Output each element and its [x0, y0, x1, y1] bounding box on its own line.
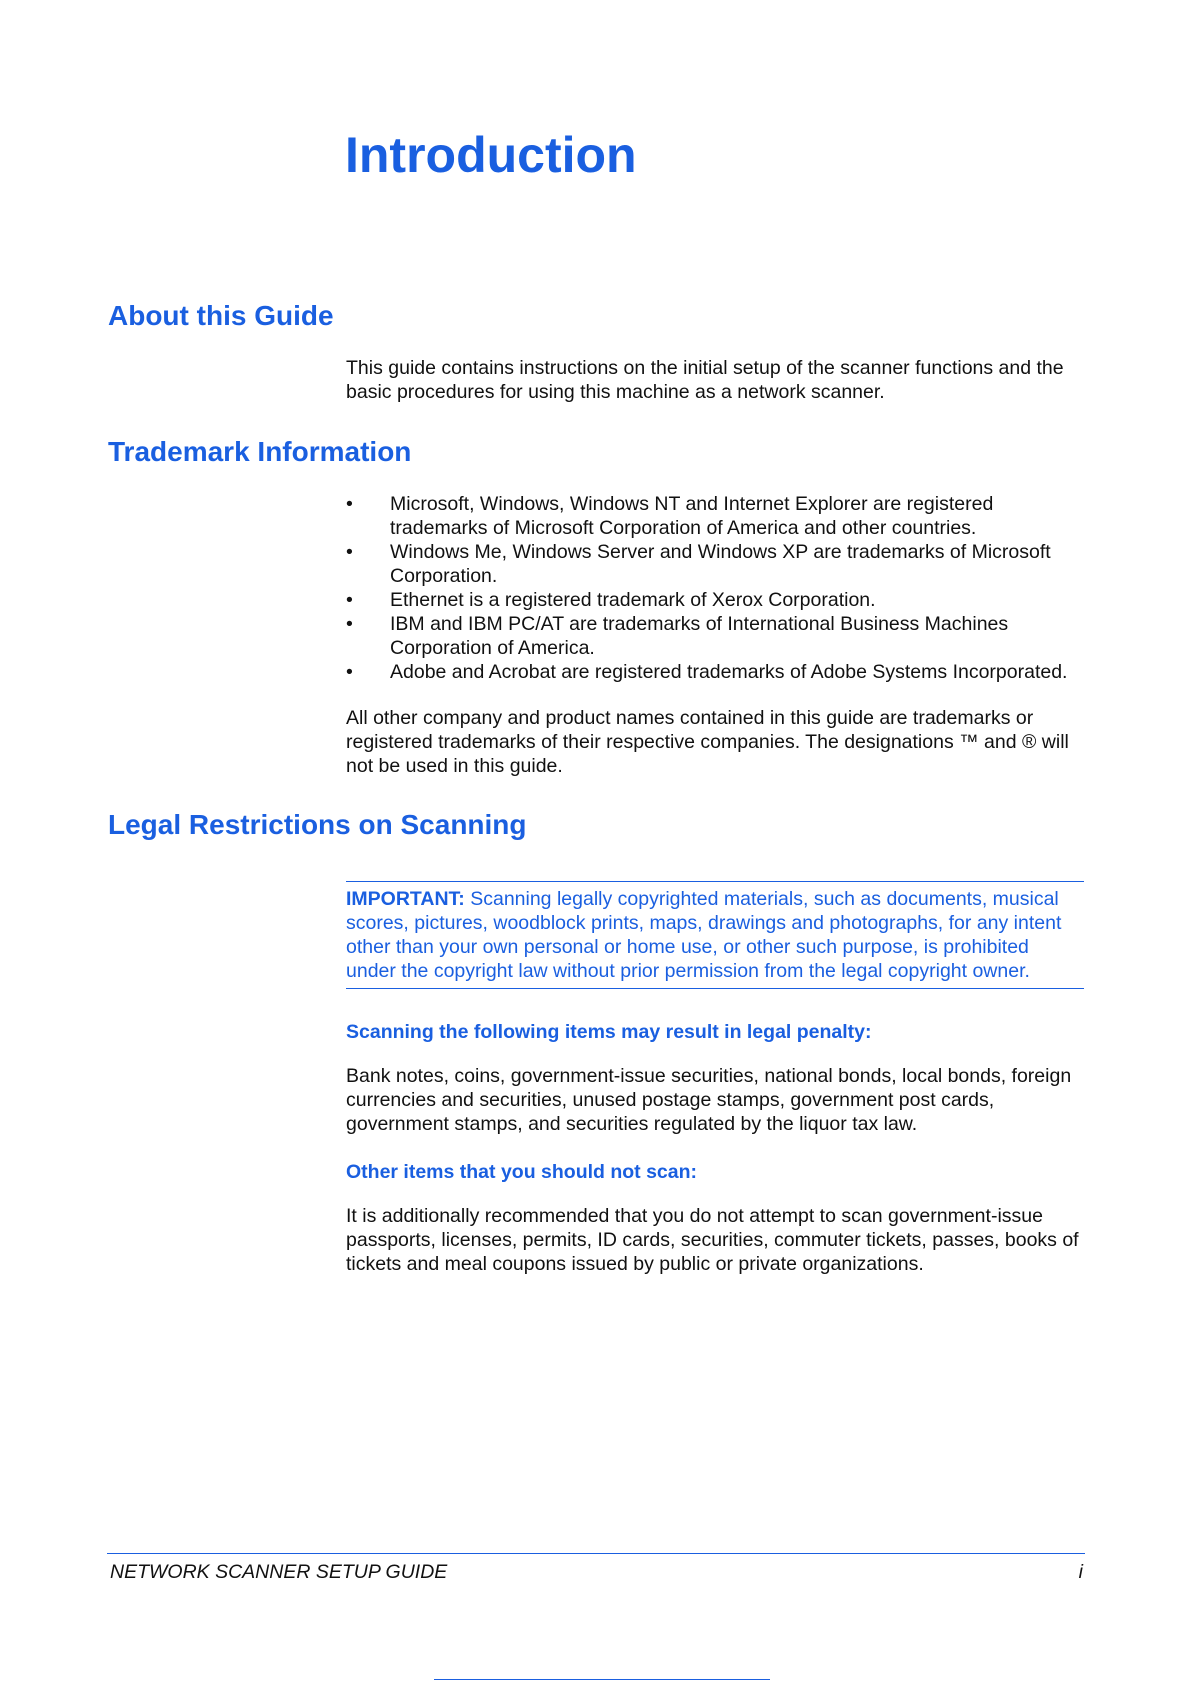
penalty-subheading: Scanning the following items may result in legal penalty: — [346, 1021, 872, 1043]
bullet-icon: • — [346, 661, 353, 683]
list-item — [346, 588, 1086, 612]
bullet-icon: • — [346, 541, 353, 563]
bullet-icon: • — [346, 493, 353, 515]
page-title: Introduction — [345, 127, 637, 183]
bullet-icon: • — [346, 613, 353, 635]
list-item — [346, 540, 1086, 588]
important-text: Scanning legally copyrighted materials, such as documents, musical scores, pictures, woodblock prints, maps, drawings and photographs, for any intent other than your own personal or home use, or other such purpose, is prohibited under the copyright law without prior permission from the legal copyright owner. — [346, 888, 1062, 982]
bullet-icon: • — [346, 589, 353, 611]
list-item-text: Adobe and Acrobat are registered trademarks of Adobe Systems Incorporated. — [390, 661, 1068, 683]
important-label: IMPORTANT: — [346, 888, 465, 910]
trademark-list — [346, 492, 1086, 684]
about-guide-heading: About this Guide — [108, 300, 334, 331]
bottom-divider — [434, 1679, 770, 1680]
list-item-text: Windows Me, Windows Server and Windows XP are trademarks of Microsoft Corporation. — [390, 541, 1051, 587]
list-item — [346, 492, 1086, 540]
list-item — [346, 612, 1086, 660]
about-guide-text: This guide contains instructions on the initial setup of the scanner functions and the basic procedures for using this machine as a network scanner. — [346, 357, 1064, 403]
footer-title: NETWORK SCANNER SETUP GUIDE — [110, 1561, 448, 1583]
list-item-text: Ethernet is a registered trademark of Xerox Corporation. — [390, 589, 876, 611]
list-item-text: Microsoft, Windows, Windows NT and Internet Explorer are registered trademarks of Microsoft Corporation of America and other countries. — [390, 493, 994, 539]
penalty-text: Bank notes, coins, government-issue securities, national bonds, local bonds, foreign currencies and securities, unused postage stamps, government post cards, government stamps, and securities regulated by the liquor tax law. — [346, 1065, 1072, 1135]
list-item — [346, 660, 1086, 684]
trademark-closing-text: All other company and product names contained in this guide are trademarks or registered trademarks of their respective companies. The designations ™ and ® will not be used in this guide. — [346, 707, 1069, 777]
other-items-subheading: Other items that you should not scan: — [346, 1161, 698, 1183]
important-notice — [346, 881, 1084, 989]
footer-divider — [107, 1553, 1085, 1554]
legal-restrictions-heading: Legal Restrictions on Scanning — [108, 809, 527, 840]
page-number: i — [1078, 1561, 1083, 1583]
other-items-text: It is additionally recommended that you do not attempt to scan government-issue passports, licenses, permits, ID cards, securities, commuter tickets, passes, books of tickets and meal coupons issued by public or private organizations. — [346, 1205, 1079, 1275]
list-item-text: IBM and IBM PC/AT are trademarks of International Business Machines Corporation of America. — [390, 613, 1009, 659]
trademark-heading: Trademark Information — [108, 436, 412, 467]
